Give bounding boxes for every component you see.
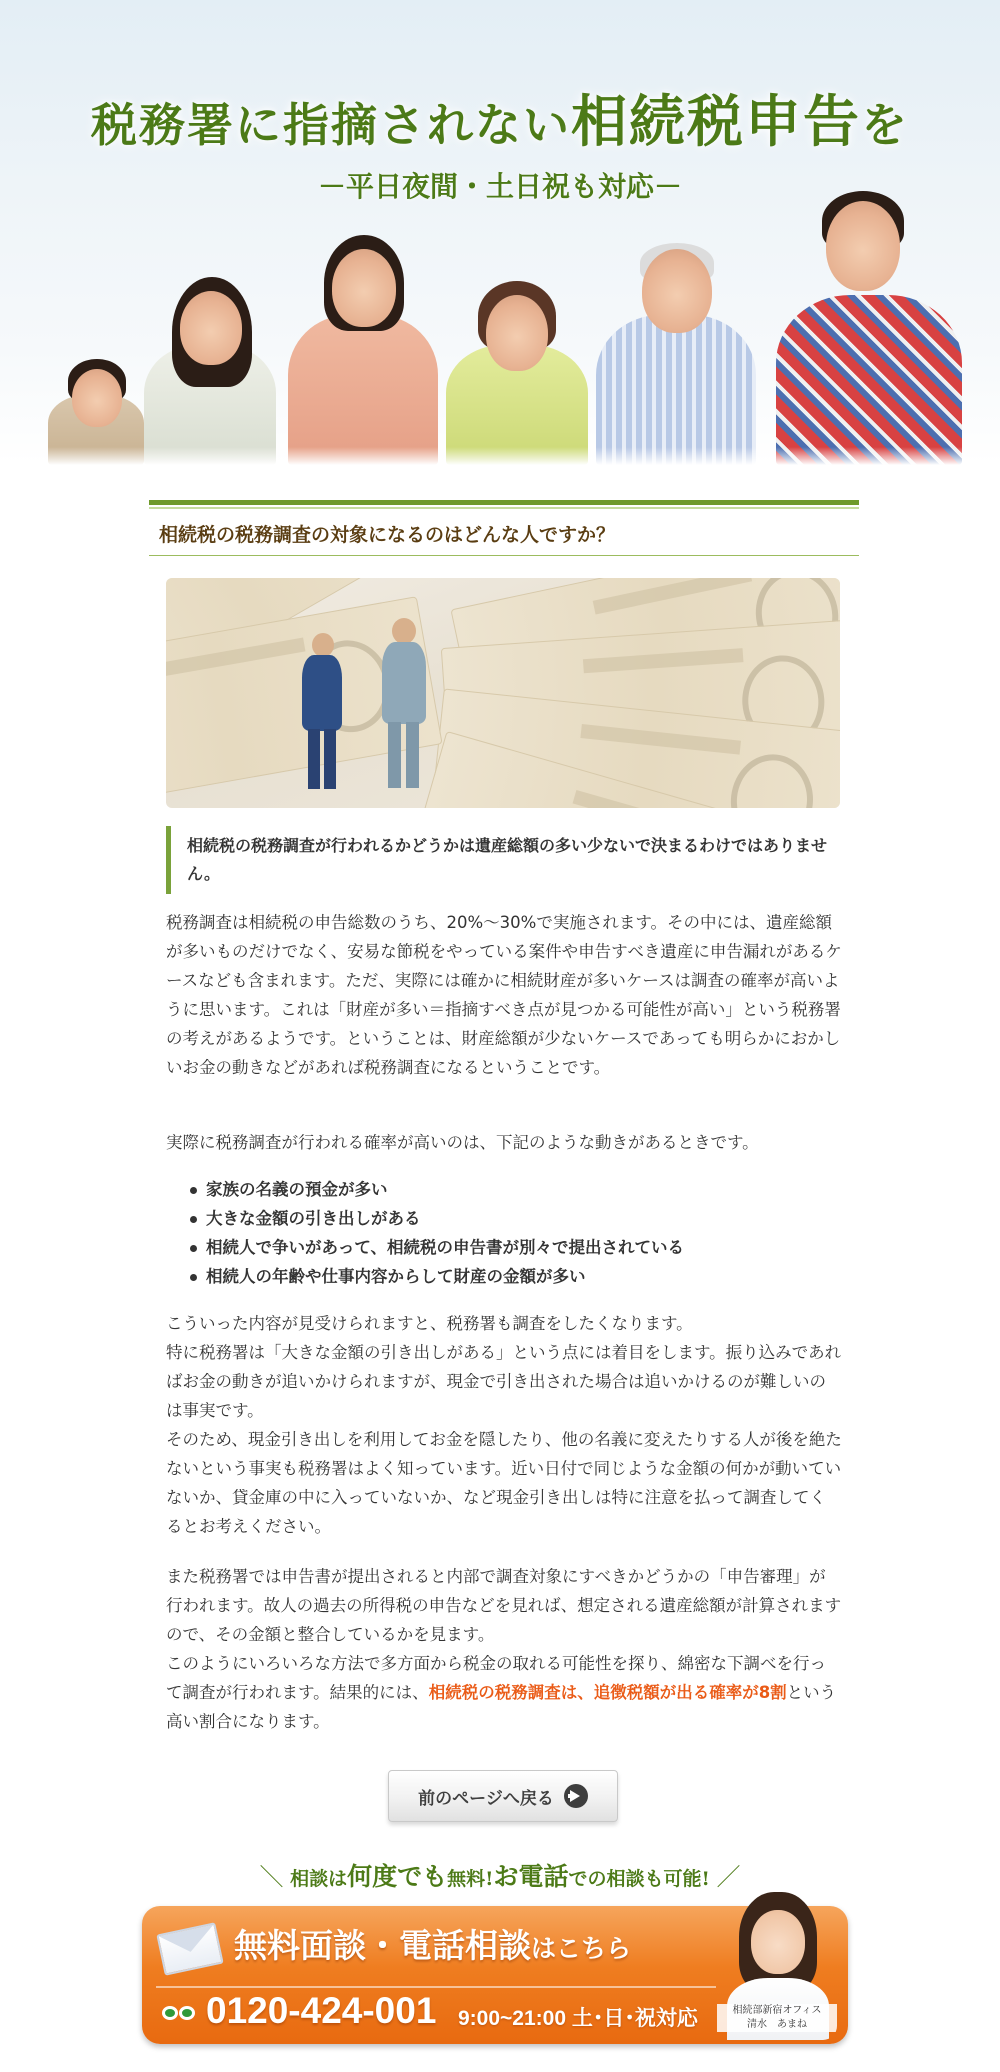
consult-lead: [140, 1857, 860, 1893]
paragraph-3-line-2: 特に税務署は「大きな金額の引き出しがある」という点には着目をします。振り込みであればお金の動きが追いかけられますが、現金で引き出された場合は追いかけるのが難しいのは事実です。: [166, 1343, 842, 1420]
staff-caption: [717, 2004, 837, 2032]
business-hours: 9:00~21:00 土･日･祝対応: [458, 2007, 698, 2030]
back-button-label: 前のページへ戻る: [418, 1788, 554, 1809]
slash-left: ＼: [259, 1863, 284, 1891]
highlight-quote-text: 相続税の税務調査が行われるかどうかは遺産総額の多い少ないで決まるわけではありません。: [187, 836, 828, 883]
accent-text: 相続税の税務調査は、追徴税額が出る確率が8割: [428, 1683, 787, 1702]
person-mother: [282, 215, 442, 465]
back-button[interactable]: [388, 1770, 618, 1822]
paragraph-2: 実際に税務調査が行われる確率が高いのは、下記のような動きがあるときです。: [166, 1133, 759, 1152]
staff-photo: [717, 1892, 837, 2040]
consult-lead-6: での相談も可能: [568, 1868, 702, 1890]
consult-lead-1: 相談は: [290, 1868, 348, 1890]
person-young-man: [768, 175, 968, 465]
paragraph-3-line-3: そのため、現金引き出しを利用してお金を隠したり、他の名義に変えたりする人が後を絶たないという事実も税務署はよく知っています。近い日付で同じような金額の何かが動いていないか、貸金庫の中に入っていないか、など現金引き出しは特に注意を払って調査してくるとお考えください。: [166, 1430, 842, 1536]
person-boy: [40, 335, 150, 465]
banner-main-label: 無料面談・電話相談: [234, 1926, 531, 1965]
hero-title: [0, 78, 1000, 158]
hero-fade: [0, 447, 1000, 465]
hero-title-part2: 相続税申告: [571, 89, 861, 155]
family-photo: [0, 170, 1000, 465]
paragraph-1: 税務調査は相続税の申告総数のうち、20%～30%で実施されます。その中には、遺産総額が多いものだけでなく、安易な節税をやっている案件や申告すべき遺産に申告漏れがあるケースなども含まれます。ただ、実際には確かに相続財産が多いケースは調査の確率が高いように思います。これは「財産が多い＝指摘すべき点が見つかる可能性が高い」という税務署の考えがあるようです。ということは、財産総額が少ないケースであっても明らかにおかしいお金の動きなどがあれば税務調査になるということです。: [166, 913, 842, 1077]
section-heading: [149, 500, 859, 556]
paragraph-4-line-1: また税務署では申告書が提出されると内部で調査対象にすべきかどうかの「申告審理」が行われます。故人の過去の所得税の申告などを見れば、想定される遺産総額が計算されますので、その金額と整合しているかを見ます。: [166, 1567, 842, 1644]
paragraph-4-line-2-end: という高い割合になります。: [166, 1683, 837, 1731]
mail-icon: [156, 1922, 223, 1976]
hero-subtitle: －平日夜間・土日祝も対応－: [317, 170, 682, 203]
banner-divider: [156, 1986, 716, 1988]
consult-lead-3: 無料: [447, 1868, 486, 1890]
list-item: 相続人の年齢や仕事内容からして財産の金額が多い: [186, 1262, 826, 1291]
arrow-right-icon: [564, 1784, 588, 1808]
section-heading-text: 相続税の税務調査の対象になるのはどんな人ですか？: [159, 524, 616, 546]
person-grandmother: [442, 255, 592, 465]
paragraph-3: [166, 1309, 842, 1541]
person-girl: [140, 255, 280, 465]
paragraph-4-line-2: このようにいろいろな方法で多方面から税金の取れる可能性を探り、綿密な下調べを行って調査が行われます。結果的には、: [166, 1654, 826, 1702]
staff-office: 相続部新宿オフィス: [732, 2005, 822, 2016]
consult-lead-5: お電話: [493, 1862, 569, 1891]
person-grandfather: [590, 215, 760, 465]
hero-title-part3: を: [861, 98, 909, 152]
hero-title-part1: 税務署に指摘されない: [91, 98, 571, 152]
free-dial-icon: [162, 2004, 198, 2022]
businessman-figure: [296, 633, 346, 793]
list-item: 大きな金額の引き出しがある: [186, 1204, 826, 1233]
bullet-list: [186, 1175, 826, 1291]
consult-lead-4: !: [485, 1868, 494, 1890]
consult-banner-button[interactable]: [142, 1906, 848, 2044]
phone-number[interactable]: 0120-424-001: [206, 1990, 437, 2031]
slash-right: ／: [716, 1863, 741, 1891]
hero-banner: [0, 0, 1000, 465]
list-item: 相続人で争いがあって、相続税の申告書が別々で提出されている: [186, 1233, 826, 1262]
list-item: 家族の名義の預金が多い: [186, 1175, 826, 1204]
consult-lead-7: !: [701, 1868, 710, 1890]
consult-lead-2: 何度でも: [347, 1862, 448, 1891]
highlight-quote: [166, 826, 840, 894]
paragraph-3-line-1: こういった内容が見受けられますと、税務署も調査をしたくなります。: [166, 1314, 693, 1333]
staff-name: 清水 あまね: [747, 2019, 807, 2030]
banner-main-small: はこちら: [531, 1934, 632, 1963]
businessman-figure: [376, 618, 430, 794]
banner-main-text: [234, 1920, 631, 1967]
money-figures-photo: [166, 578, 840, 808]
paragraph-4: [166, 1562, 842, 1736]
